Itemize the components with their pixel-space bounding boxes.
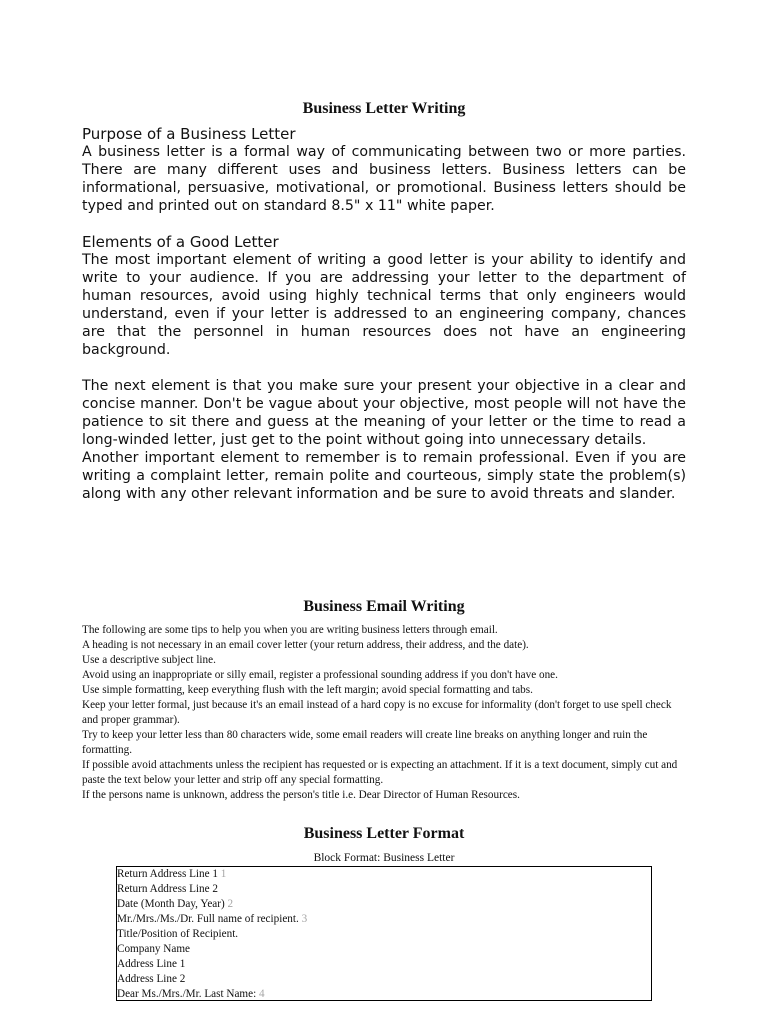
format-line: Dear Ms./Mrs./Mr. Last Name: 4 xyxy=(117,988,265,1000)
purpose-text: A business letter is a formal way of communicating between two or more parties. There are many different uses and business letters. Business letters can be informational, persuasive, motivational, or promotional. Business letters should be typed and printed out on standard 8.5" x 11" white paper. xyxy=(82,144,686,214)
elements-section xyxy=(82,233,686,503)
block-format-caption: Block Format: Business Letter xyxy=(313,852,455,864)
format-line: Return Address Line 2 xyxy=(117,883,218,895)
format-line: Title/Position of Recipient. xyxy=(117,928,239,940)
purpose-section xyxy=(82,125,686,215)
line-number-marker: 1 xyxy=(220,868,227,880)
email-tip: A heading is not necessary in an email cover letter (your return address, their address, and the date). xyxy=(82,639,529,651)
elements-paragraph-2: The next element is that you make sure your present your objective in a clear and concise manner. Don't be vague about your objective, most people will not have the patience to sit there and guess at the meaning of your letter or the time to read a long-winded letter, just get to the point without going into unnecessary details. xyxy=(82,378,686,448)
business-letter-format-title: Business Letter Format xyxy=(303,825,465,842)
format-line: Company Name xyxy=(117,943,191,955)
elements-paragraph-1: The most important element of writing a good letter is your ability to identify and write to your audience. If you are addressing your letter to the department of human resources, avoid using highly technical terms that only engineers would understand, even if your letter is addressed to an engineering company, chances are that the personnel in human resources does not have an engineering background. xyxy=(82,252,686,358)
email-tip: If the persons name is unknown, address the person's title i.e. Dear Director of Human Resources. xyxy=(82,789,520,801)
email-tips-list xyxy=(82,623,686,803)
elements-paragraph-3: Another important element to remember is to remain professional. Even if you are writing a complaint letter, remain polite and courteous, simply state the problem(s) along with any other relevant information and be sure to avoid threats and slander. xyxy=(82,450,686,502)
business-letter-writing-title: Business Letter Writing xyxy=(302,100,466,117)
email-tip: Use simple formatting, keep everything flush with the left margin; avoid special formatting and tabs. xyxy=(82,684,533,696)
purpose-heading: Purpose of a Business Letter xyxy=(82,125,296,143)
email-tip: If possible avoid attachments unless the recipient has requested or is expecting an attachment. If it is a text document, simply cut and paste the text below your letter and strip off any special formatting. xyxy=(82,759,678,786)
line-number-marker: 4 xyxy=(259,988,265,1000)
format-line: Address Line 1 xyxy=(117,958,186,970)
business-email-writing-title: Business Email Writing xyxy=(303,598,465,615)
elements-heading: Elements of a Good Letter xyxy=(82,233,279,251)
format-line: Return Address Line 1 1 xyxy=(117,868,227,880)
email-tip: The following are some tips to help you when you are writing business letters through email. xyxy=(82,624,498,636)
email-tip: Keep your letter formal, just because it's an email instead of a hard copy is no excuse for informality (don't forget to use spell check and proper grammar). xyxy=(82,699,672,726)
format-line: Date (Month Day, Year) 2 xyxy=(117,898,234,910)
email-tip: Try to keep your letter less than 80 characters wide, some email readers will create line breaks on anything longer and ruin the formatting. xyxy=(82,729,648,756)
letter-format-box xyxy=(116,866,652,1001)
line-number-marker: 3 xyxy=(301,913,308,925)
format-line: Mr./Mrs./Ms./Dr. Full name of recipient. 3 xyxy=(117,913,308,925)
email-tip: Avoid using an inappropriate or silly email, register a professional sounding address if you don't have one. xyxy=(82,669,558,681)
format-line: Address Line 2 xyxy=(117,973,186,985)
line-number-marker: 2 xyxy=(227,898,234,910)
email-tip: Use a descriptive subject line. xyxy=(82,654,216,666)
